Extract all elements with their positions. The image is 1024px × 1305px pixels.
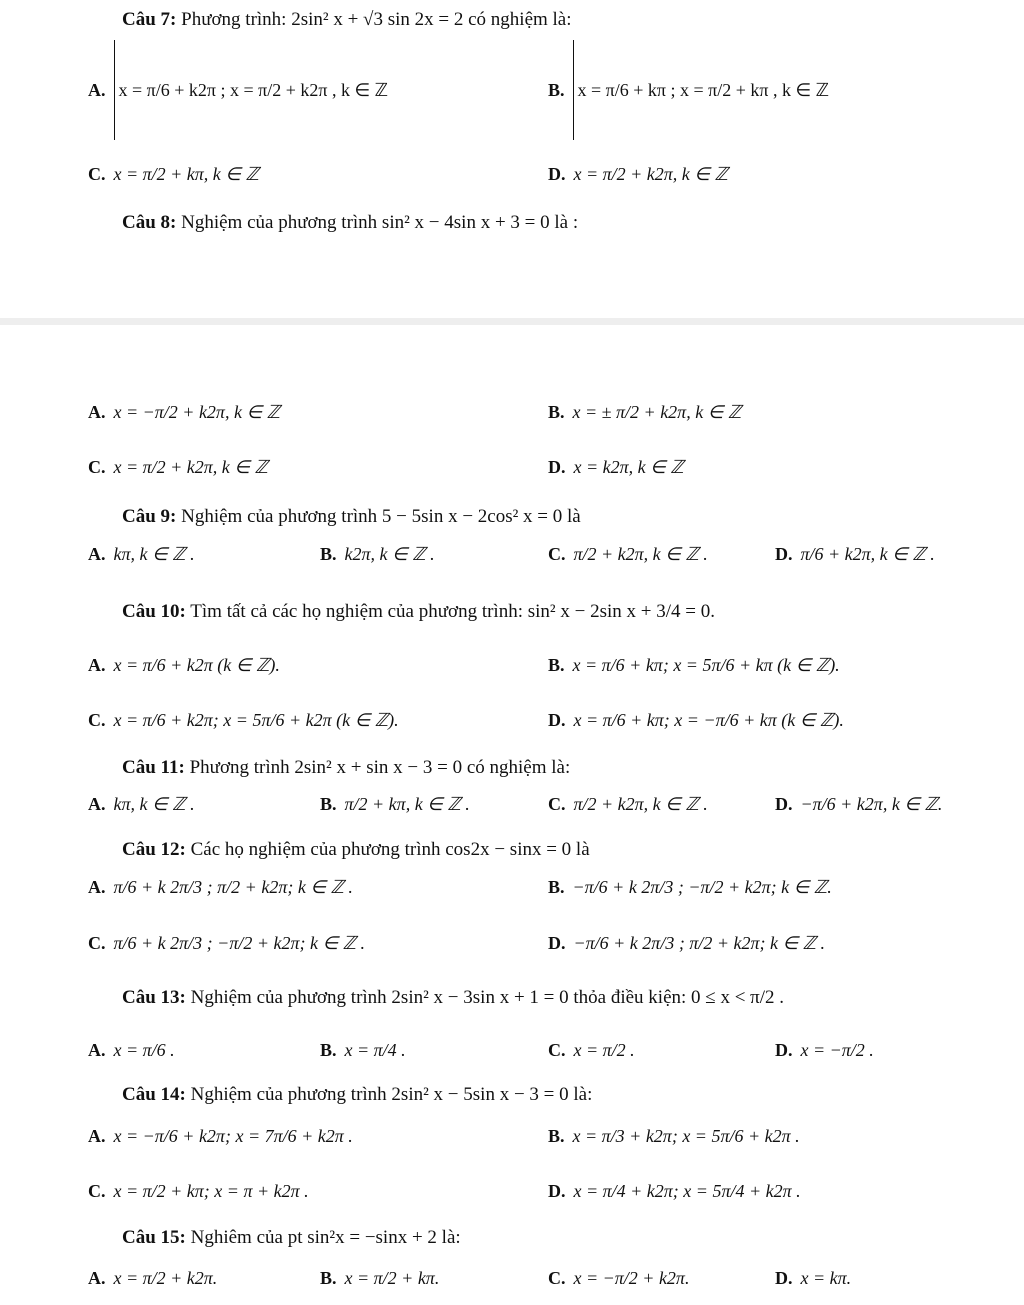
- question-11-option-d[interactable]: D. −π/6 + k2π, k ∈ ℤ.: [775, 794, 943, 814]
- question-12-option-d[interactable]: D. −π/6 + k 2π/3 ; π/2 + k2π; k ∈ ℤ .: [548, 933, 826, 953]
- question-11-stem: Câu 11: Phương trình 2sin² x + sin x − 3 = 0 có nghiệm là:: [122, 757, 571, 778]
- question-10-option-c[interactable]: C. x = π/6 + k2π; x = 5π/6 + k2π (k ∈ ℤ).: [88, 710, 399, 730]
- question-15-option-d[interactable]: D. x = kπ.: [775, 1268, 852, 1288]
- question-10-option-a[interactable]: A. x = π/6 + k2π (k ∈ ℤ).: [88, 655, 280, 675]
- question-13-stem: Câu 13: Nghiệm của phương trình 2sin² x − 3sin x + 1 = 0 thỏa điều kiện: 0 ≤ x < π/2 .: [122, 987, 785, 1008]
- question-9-stem: Câu 9: Nghiệm của phương trình 5 − 5sin x − 2cos² x = 0 là: [122, 506, 581, 527]
- page-break-gap: [0, 318, 1024, 325]
- question-8-option-c[interactable]: C. x = π/2 + k2π, k ∈ ℤ: [88, 457, 268, 477]
- question-8-option-d[interactable]: D. x = k2π, k ∈ ℤ: [548, 457, 684, 477]
- question-13-option-a[interactable]: A. x = π/6 .: [88, 1040, 175, 1060]
- question-14-option-d[interactable]: D. x = π/4 + k2π; x = 5π/4 + k2π .: [548, 1181, 801, 1201]
- question-14-option-c[interactable]: C. x = π/2 + kπ; x = π + k2π .: [88, 1181, 309, 1201]
- question-11-option-a[interactable]: A. kπ, k ∈ ℤ .: [88, 794, 195, 814]
- question-10-stem: Câu 10: Tìm tất cả các họ nghiệm của phương trình: sin² x − 2sin x + 3/4 = 0.: [122, 601, 715, 622]
- question-9-option-d[interactable]: D. π/6 + k2π, k ∈ ℤ .: [775, 544, 935, 564]
- question-7-stem: Câu 7: Phương trình: 2sin² x + √3 sin 2x = 2 có nghiệm là:: [122, 9, 572, 30]
- question-7-option-a[interactable]: A. x = π/6 + k2π ; x = π/2 + k2π , k ∈ ℤ: [88, 40, 388, 140]
- question-13-option-c[interactable]: C. x = π/2 .: [548, 1040, 635, 1060]
- question-9-option-c[interactable]: C. π/2 + k2π, k ∈ ℤ .: [548, 544, 708, 564]
- question-15-stem: Câu 15: Nghiêm của pt sin²x = −sinx + 2 là:: [122, 1227, 461, 1248]
- question-8-stem: Câu 8: Nghiệm của phương trình sin² x − 4sin x + 3 = 0 là :: [122, 212, 579, 233]
- question-12-option-a[interactable]: A. π/6 + k 2π/3 ; π/2 + k2π; k ∈ ℤ .: [88, 877, 353, 897]
- question-7-option-c[interactable]: C. x = π/2 + kπ, k ∈ ℤ: [88, 164, 259, 184]
- question-14-option-a[interactable]: A. x = −π/6 + k2π; x = 7π/6 + k2π .: [88, 1126, 353, 1146]
- question-7-option-d[interactable]: D. x = π/2 + k2π, k ∈ ℤ: [548, 164, 728, 184]
- question-13-option-d[interactable]: D. x = −π/2 .: [775, 1040, 874, 1060]
- question-8-option-b[interactable]: B. x = ± π/2 + k2π, k ∈ ℤ: [548, 402, 742, 422]
- question-11-option-b[interactable]: B. π/2 + kπ, k ∈ ℤ .: [320, 794, 470, 814]
- question-15-option-a[interactable]: A. x = π/2 + k2π.: [88, 1268, 218, 1288]
- question-14-option-b[interactable]: B. x = π/3 + k2π; x = 5π/6 + k2π .: [548, 1126, 800, 1146]
- question-12-option-b[interactable]: B. −π/6 + k 2π/3 ; −π/2 + k2π; k ∈ ℤ.: [548, 877, 832, 897]
- question-12-option-c[interactable]: C. π/6 + k 2π/3 ; −π/2 + k2π; k ∈ ℤ .: [88, 933, 366, 953]
- question-7-option-b[interactable]: B. x = π/6 + kπ ; x = π/2 + kπ , k ∈ ℤ: [548, 40, 829, 140]
- question-15-option-b[interactable]: B. x = π/2 + kπ.: [320, 1268, 440, 1288]
- question-12-stem: Câu 12: Các họ nghiệm của phương trình cos2x − sinx = 0 là: [122, 839, 590, 860]
- question-9-option-b[interactable]: B. k2π, k ∈ ℤ .: [320, 544, 435, 564]
- question-15-option-c[interactable]: C. x = −π/2 + k2π.: [548, 1268, 690, 1288]
- question-10-option-b[interactable]: B. x = π/6 + kπ; x = 5π/6 + kπ (k ∈ ℤ).: [548, 655, 840, 675]
- question-14-stem: Câu 14: Nghiệm của phương trình 2sin² x − 5sin x − 3 = 0 là:: [122, 1084, 593, 1105]
- question-13-option-b[interactable]: B. x = π/4 .: [320, 1040, 406, 1060]
- question-11-option-c[interactable]: C. π/2 + k2π, k ∈ ℤ .: [548, 794, 708, 814]
- question-8-option-a[interactable]: A. x = −π/2 + k2π, k ∈ ℤ: [88, 402, 281, 422]
- question-9-option-a[interactable]: A. kπ, k ∈ ℤ .: [88, 544, 195, 564]
- question-10-option-d[interactable]: D. x = π/6 + kπ; x = −π/6 + kπ (k ∈ ℤ).: [548, 710, 844, 730]
